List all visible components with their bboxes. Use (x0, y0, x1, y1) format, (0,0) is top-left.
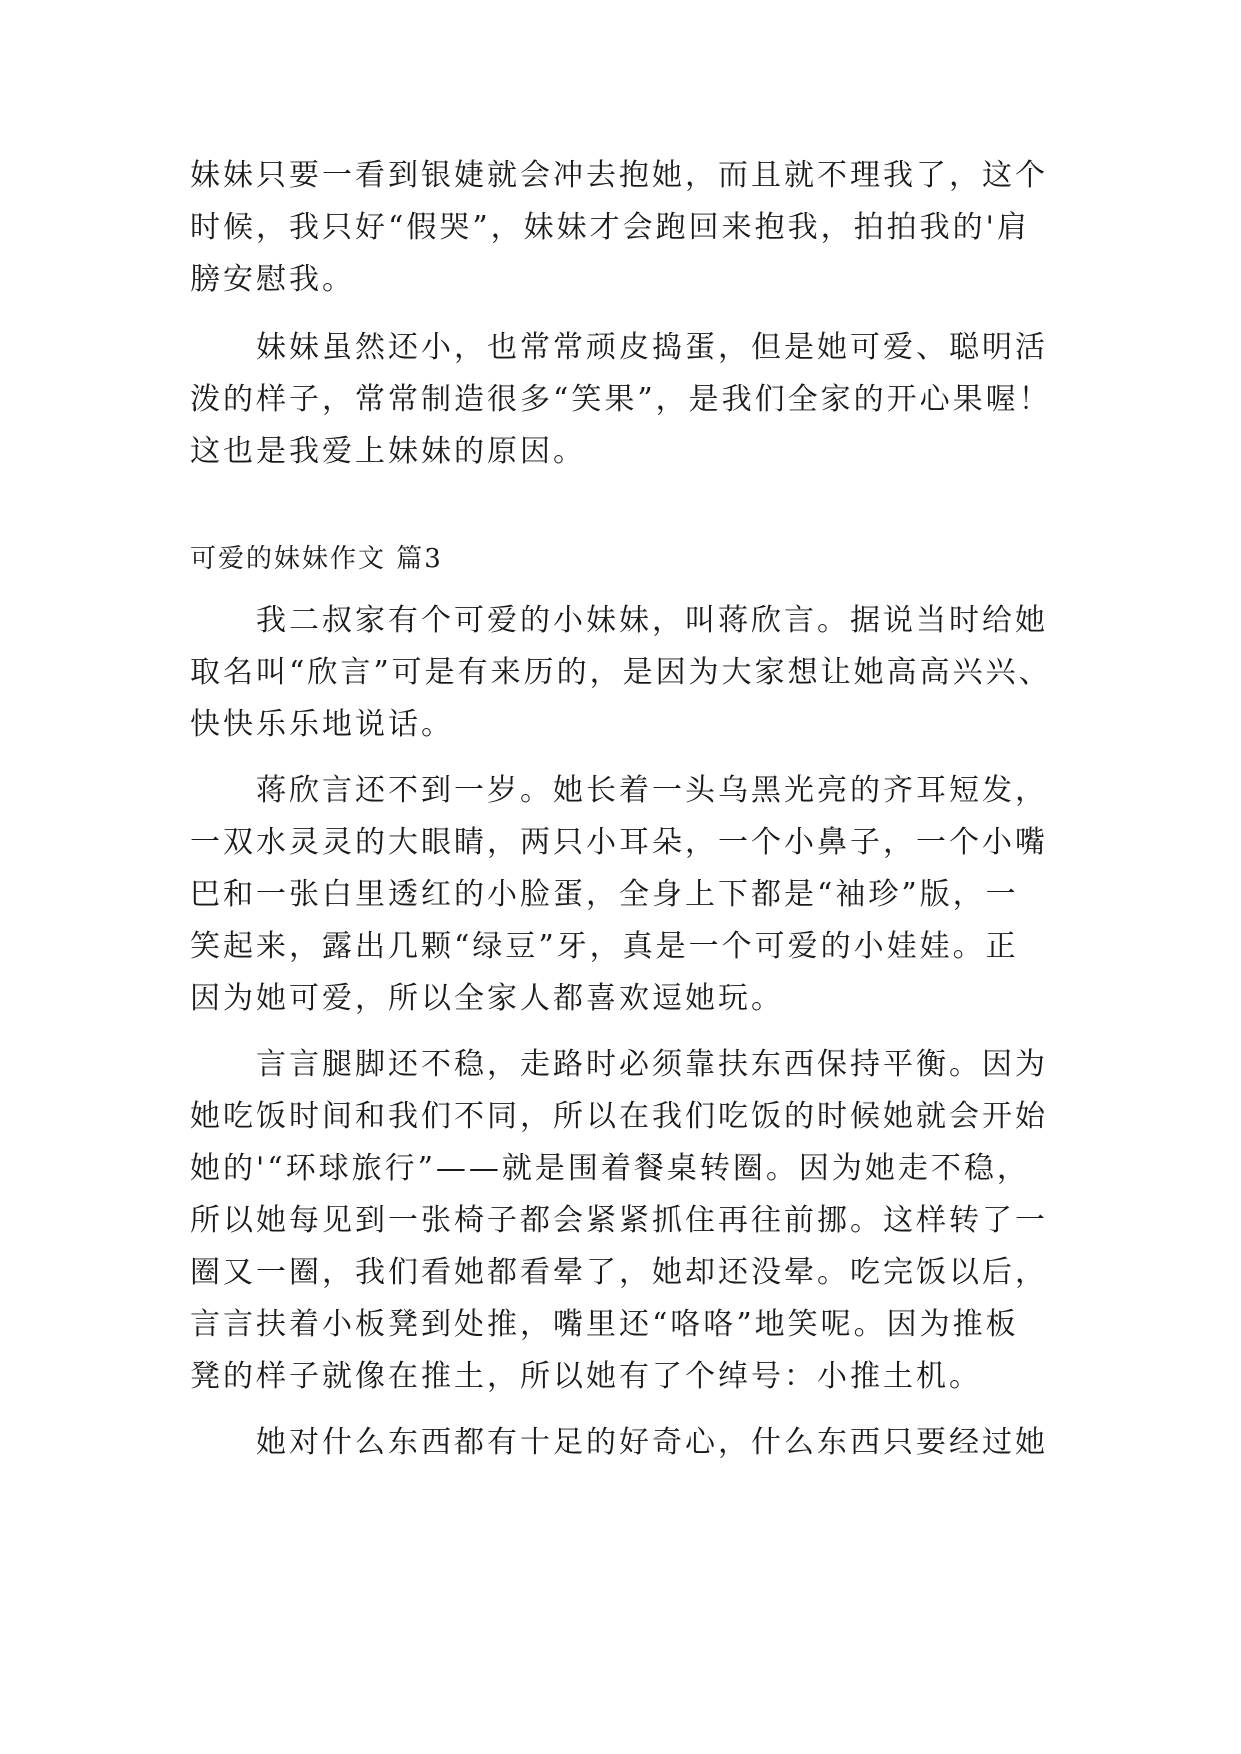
text-line: 取名叫“欣言”可是有来历的，是因为大家想让她高高兴兴、 (190, 655, 1052, 690)
text-line: 所以她每见到一张椅子都会紧紧抓住再往前挪。这样转了一 (190, 1203, 1048, 1238)
section-gap (190, 478, 1060, 533)
paragraph (190, 595, 1060, 751)
text-line: 因为她可爱，所以全家人都喜欢逗她玩。 (190, 981, 784, 1016)
text-line: 妹妹只要一看到银婕就会冲去抱她，而且就不理我了，这个 (190, 158, 1048, 193)
text-line: 这也是我爱上妹妹的原因。 (190, 434, 586, 469)
text-line: 笑起来，露出几颗“绿豆”牙，真是一个可爱的小娃娃。正 (190, 929, 1019, 964)
text-line: 言言腿脚还不稳，走路时必须靠扶东西保持平衡。因为 (256, 1047, 1048, 1082)
paragraph-continued (190, 150, 1060, 306)
paragraph (190, 1039, 1060, 1403)
text-line: 她对什么东西都有十足的好奇心，什么东西只要经过她 (256, 1425, 1048, 1460)
paragraph (190, 322, 1060, 478)
text-line: 快快乐乐地说话。 (190, 707, 454, 742)
text-line: 言言扶着小板凳到处推，嘴里还“咯咯”地笑呢。因为推板 (190, 1307, 1019, 1342)
text-line: 我二叔家有个可爱的小妹妹，叫蒋欣言。据说当时给她 (256, 603, 1048, 638)
text-line: 泼的样子，常常制造很多“笑果”，是我们全家的开心果喔！ (190, 382, 1052, 417)
paragraph (190, 1417, 1060, 1469)
text-line: 她吃饭时间和我们不同，所以在我们吃饭的时候她就会开始 (190, 1099, 1048, 1134)
paragraph (190, 765, 1060, 1025)
document-page (190, 150, 1060, 1469)
text-line: 一双水灵灵的大眼睛，两只小耳朵，一个小鼻子，一个小嘴 (190, 825, 1048, 860)
text-line: 巴和一张白里透红的小脸蛋，全身上下都是“袖珍”版，一 (190, 877, 1019, 912)
section-heading: 可爱的妹妹作文 篇3 (190, 544, 443, 574)
text-line: 时候，我只好“假哭”，妹妹才会跑回来抱我，拍拍我的'肩 (190, 210, 1030, 245)
text-line: 她的'“环球旅行”——就是围着餐桌转圈。因为她走不稳， (190, 1151, 1030, 1186)
text-line: 圈又一圈，我们看她都看晕了，她却还没晕。吃完饭以后， (190, 1255, 1048, 1290)
text-line: 膀安慰我。 (190, 262, 355, 297)
text-line: 蒋欣言还不到一岁。她长着一头乌黑光亮的齐耳短发， (256, 773, 1048, 808)
text-line: 妹妹虽然还小，也常常顽皮捣蛋，但是她可爱、聪明活 (256, 330, 1048, 365)
text-line: 凳的样子就像在推土，所以她有了个绰号：小推土机。 (190, 1359, 982, 1394)
